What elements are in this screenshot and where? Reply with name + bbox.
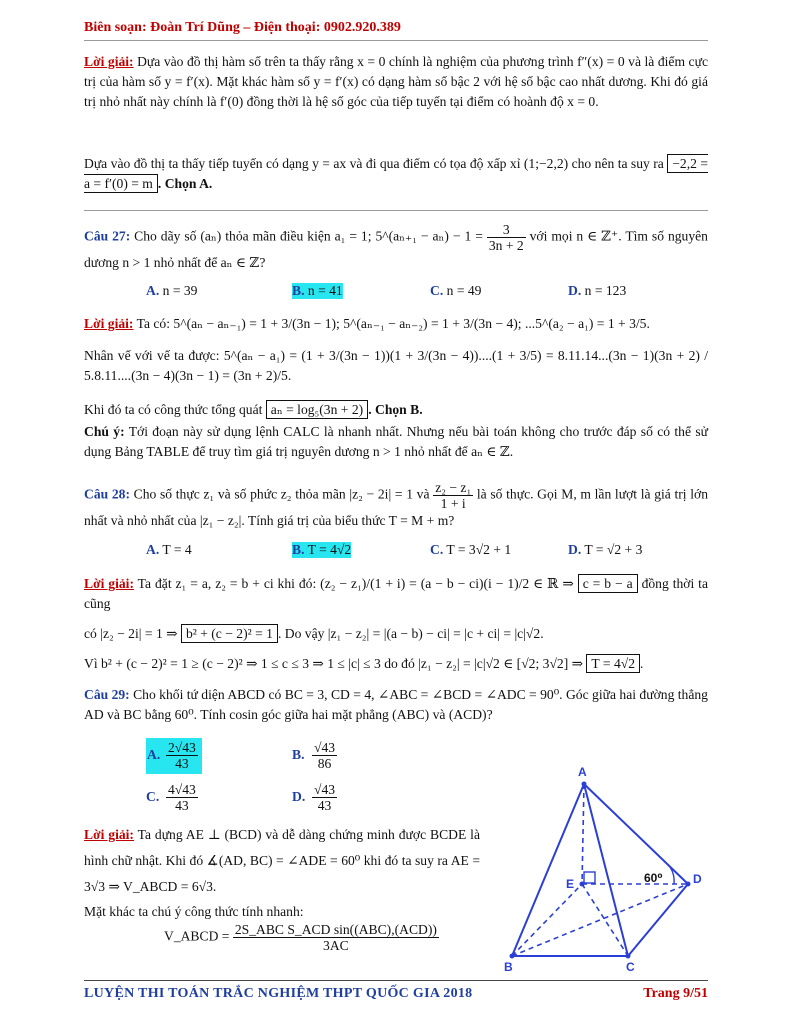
- label-b: B: [504, 960, 513, 974]
- question-text: là số thực. Gọi M, m lần lượt là giá trị lớn nhất và nhỏ nhất của |z₁ − z₂|. Tính giá trị của biểu thức T = M + m?: [84, 486, 708, 528]
- solution-text: Dựa vào đồ thị ta thấy tiếp tuyến có dạng y = ax và đi qua điểm có tọa độ xấp xỉ (1;−2,2) cho nên ta suy ra: [84, 156, 664, 171]
- answer-box: T = 4√2: [586, 654, 640, 673]
- solution-text: Nhân vế với vế ta được: 5^(aₙ − a₁) = (1 + 3/(3n − 1))(1 + 3/(3n − 4))....(1 + 3/5) = 8.11.14...(3n − 1)(3n + 2) / 5.8.11....(3n − 4)(3n − 1) = (3n + 2)/5.: [84, 348, 708, 383]
- vertex-a: [582, 782, 587, 787]
- choice-text: . Chọn B.: [368, 402, 423, 417]
- fraction: $\frac{2√43}{43}$: [168, 740, 196, 771]
- label-d: D: [693, 872, 702, 886]
- option-a[interactable]: A. n = 39: [146, 283, 198, 298]
- fraction: $\frac{\text{z₂ − z₁}}{1 + i}$: [435, 480, 472, 511]
- solution-text: có |z₂ − 2i| = 1 ⇒: [84, 626, 178, 641]
- fraction: $\frac{√43}{43}$: [314, 782, 336, 813]
- option-c[interactable]: C. T = 3√2 + 1: [430, 542, 512, 557]
- footer-rule: [84, 980, 708, 981]
- question-text: Cho khối tứ diện ABCD có BC = 3, CD = 4, ∠ABC = ∠BCD = ∠ADC = 90⁰. Góc giữa hai đường thẳng AD và BC bằng 60⁰. Tính cosin góc giữa hai mặt phẳng (ABC) và (ACD)?: [84, 687, 708, 722]
- edge-ac: [584, 784, 628, 956]
- question-label: Câu 27:: [84, 228, 131, 244]
- edge-be: [512, 884, 582, 956]
- solution-text: . Do vậy |z₁ − z₂| = |(a − b) − ci| = |c + ci| = |c|√2.: [277, 626, 544, 641]
- label-angle: 60⁰: [644, 871, 663, 885]
- page-number: Trang 9/51: [643, 986, 708, 1001]
- label-a: A: [578, 765, 587, 779]
- formula: V_ABCD = $\frac{\text{2S\_ABC S\_ACD sin((ABC),(ACD))}}{3AC}$: [164, 922, 437, 953]
- edge-cd: [628, 884, 688, 956]
- question-28: [84, 480, 708, 531]
- solution-text: Ta có: 5^(aₙ − aₙ₋₁) = 1 + 3/(3n − 1); 5^(aₙ₋₁ − aₙ₋₂) = 1 + 3/(3n − 4); ...5^(a₂ − a₁) = 1 + 3/5.: [136, 316, 650, 331]
- answer-box: c = b − a: [578, 574, 638, 593]
- header-rule: [84, 40, 708, 41]
- options-27: [146, 283, 706, 303]
- solution-label: Lời giải:: [84, 576, 134, 591]
- fraction: $\frac{\text{2S\_ABC S\_ACD sin((ABC),(ACD))}}{3AC}$: [234, 922, 437, 953]
- option-a-correct[interactable]: A. $\frac{2√43}{43}$: [146, 738, 202, 774]
- fraction: $\frac{√43}{86}$: [314, 740, 336, 771]
- solution-29: [84, 822, 480, 900]
- solution-text: Ta dựng AE ⊥ (BCD) và dễ dàng chứng minh được BCDE là hình chữ nhật. Khi đó ∡(AD, BC) = ∠ADE = 60⁰ khi đó ta suy ra AE = 3√3 ⇒ V_ABCD = 6√3.: [84, 827, 480, 894]
- separator: [84, 210, 708, 211]
- edge-ec: [582, 884, 628, 956]
- edge-ad: [584, 784, 688, 884]
- period: .: [640, 656, 644, 671]
- vertex-e: [580, 882, 585, 887]
- page-header: Biên soạn: Đoàn Trí Dũng – Điện thoại: 0902.920.389: [84, 20, 401, 35]
- solution-label: Lời giải:: [84, 316, 134, 331]
- option-b-correct[interactable]: B. T = 4√2: [292, 542, 352, 557]
- question-text: Cho dãy số (aₙ) thỏa mãn điều kiện a₁ = 1; 5^(aₙ₊₁ − aₙ) − 1 =: [134, 228, 483, 244]
- solution-text: Ta đặt z₁ = a, z₂ = b + ci khi đó: (z₂ − z₁)/(1 + i) = (a − b − ci)(i − 1)/2 ∈ ℝ ⇒: [137, 576, 574, 591]
- option-c[interactable]: C. $\frac{4√43}{43}$: [146, 782, 196, 813]
- tetrahedron-figure: [498, 760, 718, 974]
- fraction: $\frac{3}{3n + 2}$: [488, 222, 524, 253]
- edge-ae: [582, 784, 584, 884]
- answer-box: b² + (c − 2)² = 1: [181, 624, 278, 643]
- solution-text: Khi đó ta có công thức tổng quát: [84, 402, 263, 417]
- note-text: Tới đoạn này sử dụng lệnh CALC là nhanh nhất. Nhưng nếu bài toán không cho trước đáp số có thể sử dụng Bảng TABLE để truy tìm giá trị nguyên dương n > 1 nhỏ nhất để aₙ ∈ ℤ.: [84, 424, 708, 459]
- option-c[interactable]: C. n = 49: [430, 283, 482, 298]
- question-label: Câu 29:: [84, 687, 130, 702]
- question-text: với mọi n ∈ ℤ⁺. Tìm số nguyên dương n > 1 nhỏ nhất để aₙ ∈ ℤ?: [84, 228, 708, 270]
- answer-box: −2,2 = a = f′(0) = m: [84, 156, 708, 191]
- option-a[interactable]: A. T = 4: [146, 542, 192, 557]
- vertex-c: [626, 954, 631, 959]
- option-d[interactable]: D. n = 123: [568, 283, 627, 298]
- answer-box: aₙ = log₅(3n + 2): [266, 400, 368, 419]
- solution-text: đồng thời ta cũng: [84, 576, 708, 611]
- label-e: E: [566, 877, 575, 891]
- note-label: Chú ý:: [84, 424, 125, 439]
- prev-solution: [84, 52, 708, 112]
- vertex-b: [510, 954, 515, 959]
- question-29: [84, 685, 708, 725]
- choice-text: . Chọn A.: [157, 176, 213, 191]
- prev-solution-conclusion: [84, 154, 708, 194]
- fraction: $\frac{4√43}{43}$: [168, 782, 196, 813]
- solution-text: Dựa vào đồ thị hàm số trên ta thấy rằng x = 0 chính là nghiệm của phương trình f″(x) = 0 và là điểm cực trị của hàm số y = f′(x). Mặt khác hàm số y = f′(x) có dạng hàm số bậc 2 với hệ số bậc cao nhất dương. Khi đó giá trị nhỏ nhất này chính là f′(0) đồng thời là hệ số góc của tiếp tuyến tại điểm có hoành độ x = 0.: [84, 54, 708, 109]
- right-angle-mark: [584, 872, 595, 883]
- solution-27: [84, 314, 708, 462]
- solution-28: [84, 574, 708, 674]
- option-b[interactable]: B. $\frac{√43}{86}$: [292, 740, 336, 771]
- solution-text: Vì b² + (c − 2)² = 1 ≥ (c − 2)² ⇒ 1 ≤ c ≤ 3 ⇒ 1 ≤ |c| ≤ 3 do đó |z₁ − z₂| = |c|√2 ∈ [√2; 3√2] ⇒: [84, 656, 584, 671]
- option-b-correct[interactable]: B. n = 41: [292, 283, 343, 298]
- question-text: Cho số thực z₁ và số phức z₂ thỏa mãn |z₂ − 2i| = 1 và: [133, 486, 430, 502]
- question-label: Câu 28:: [84, 486, 130, 502]
- solution-label: Lời giải:: [84, 54, 134, 69]
- footer-title: LUYỆN THI TOÁN TRẮC NGHIỆM THPT QUỐC GIA 2018: [84, 986, 473, 1001]
- vertex-d: [686, 882, 691, 887]
- option-d[interactable]: D. $\frac{√43}{43}$: [292, 782, 336, 813]
- label-c: C: [626, 960, 635, 974]
- options-28: [146, 542, 706, 562]
- question-27: [84, 222, 708, 273]
- solution-label: Lời giải:: [84, 827, 134, 842]
- option-d[interactable]: D. T = √2 + 3: [568, 542, 643, 557]
- solution-29-formula-intro: Mặt khác ta chú ý công thức tính nhanh:: [84, 904, 304, 919]
